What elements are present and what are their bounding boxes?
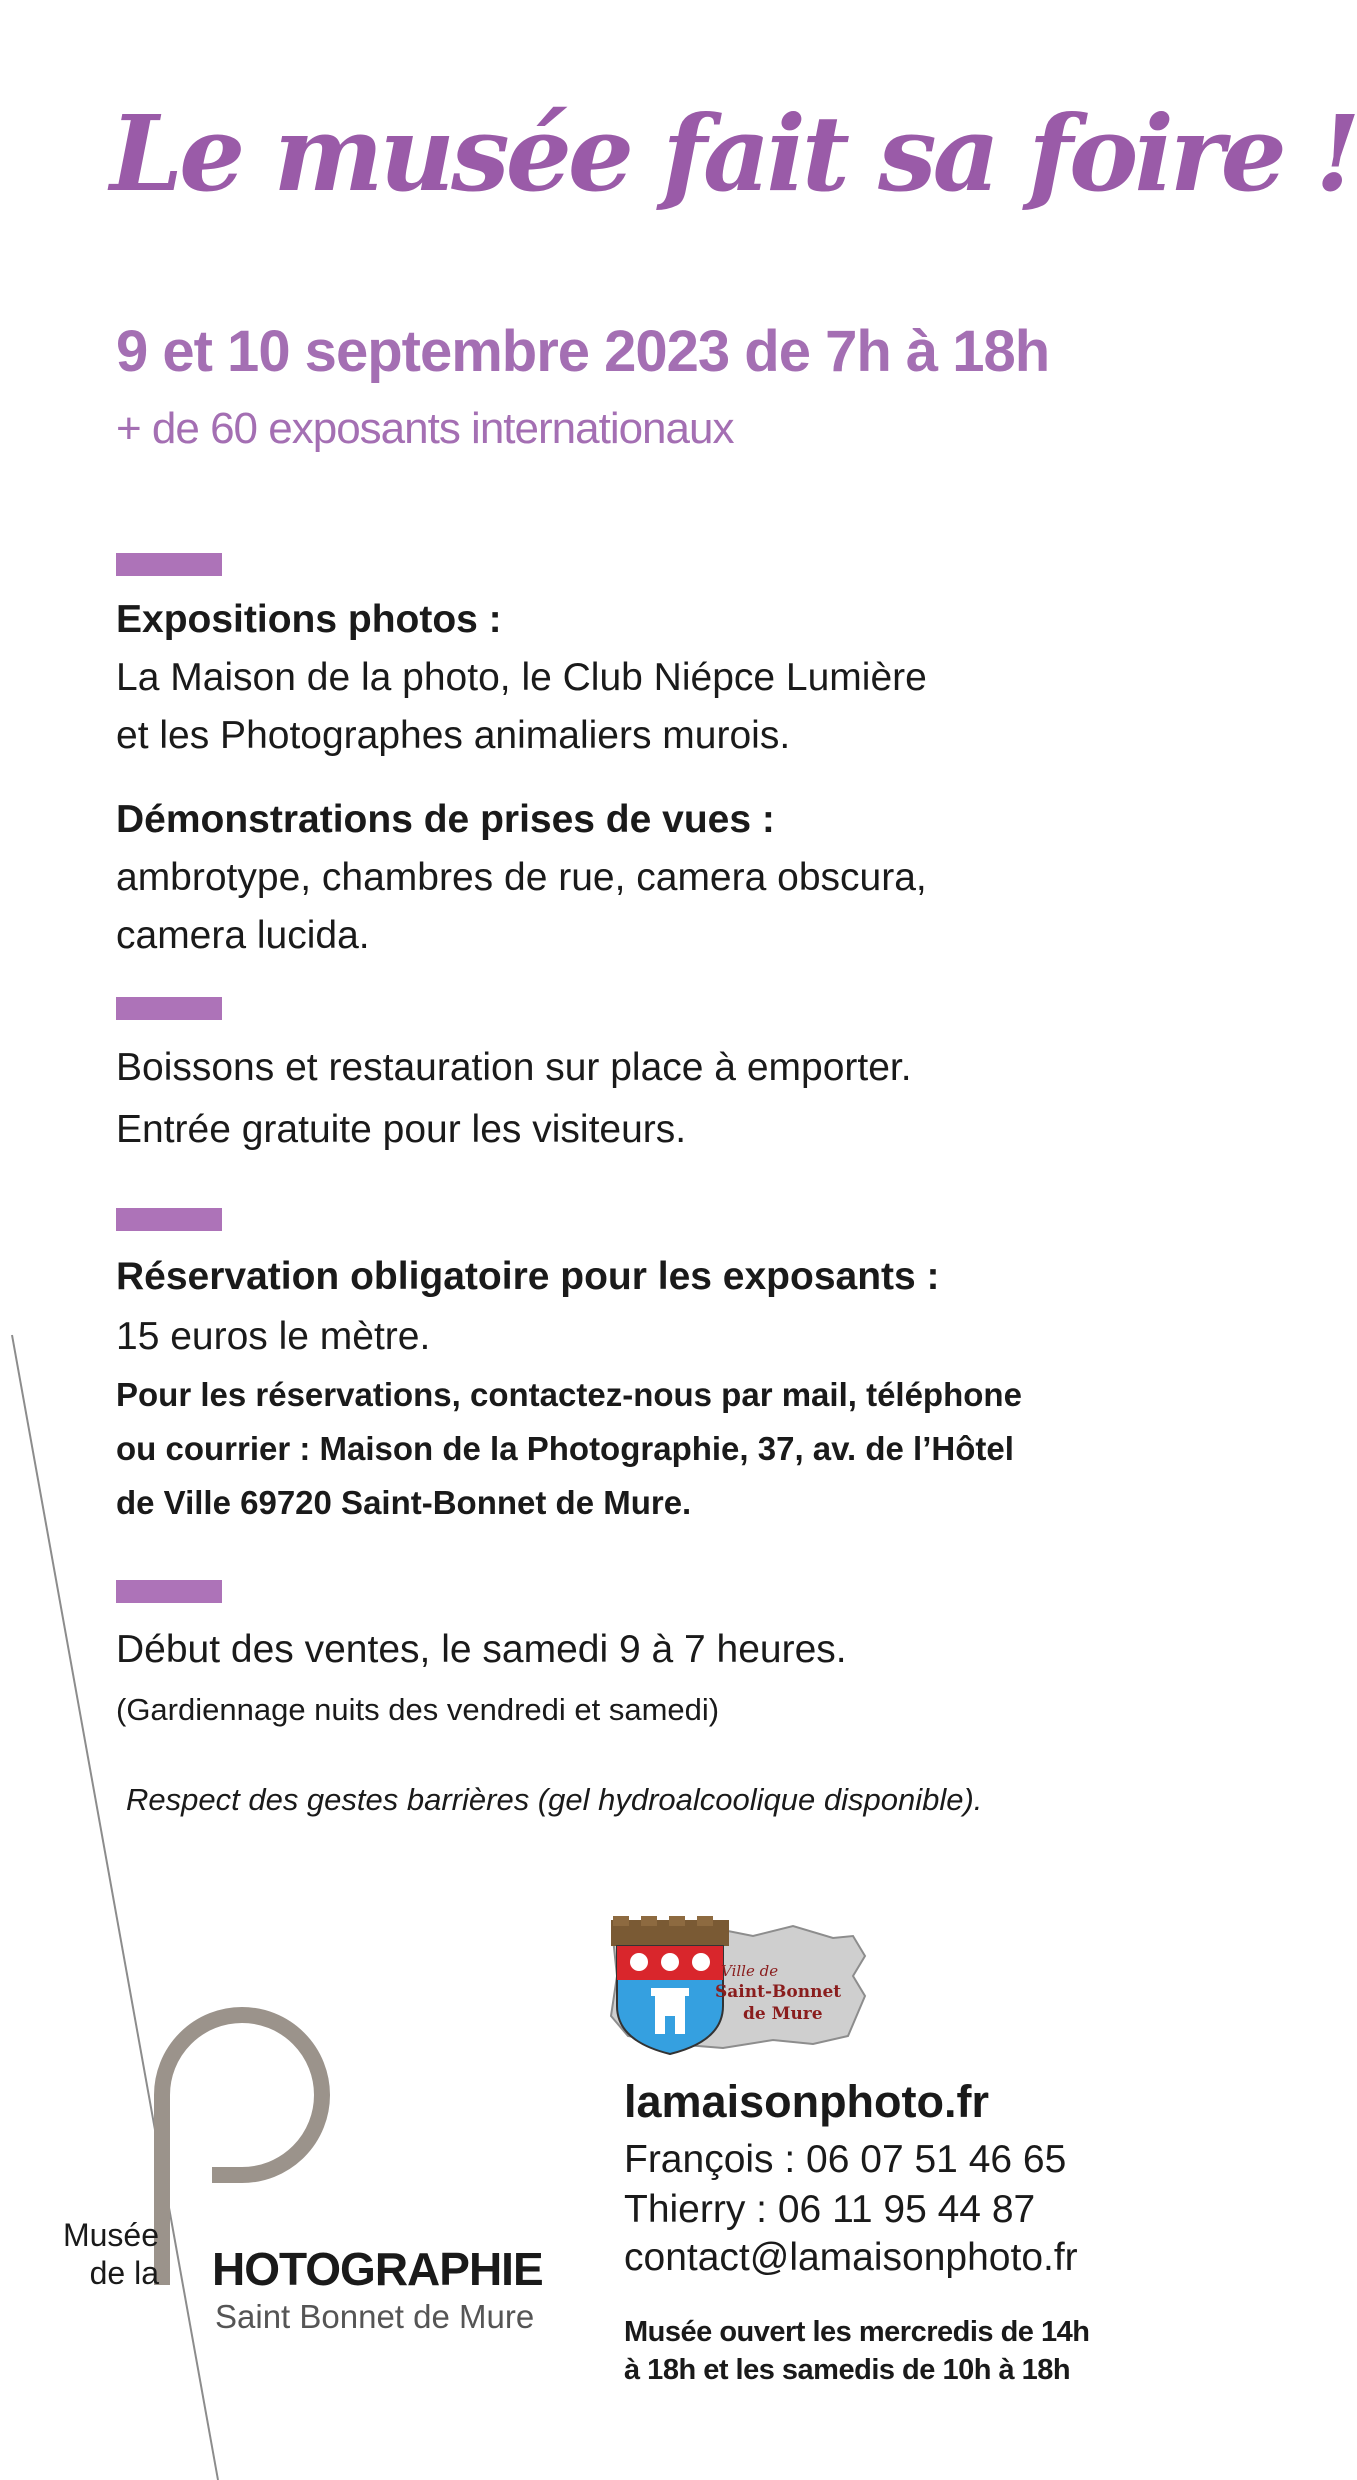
reservation-price: 15 euros le mètre. — [116, 1315, 431, 1358]
museum-logo-musee: Musée — [62, 2217, 159, 2253]
sales-start: Début des ventes, le samedi 9 à 7 heures. — [116, 1628, 847, 1671]
museum-logo-dela: de la — [89, 2255, 159, 2291]
demonstrations-line: camera lucida. — [116, 914, 370, 957]
demonstrations-line: ambrotype, chambres de rue, camera obscura, — [116, 856, 927, 899]
museum-logo-photographie: HOTOGRAPHIE — [212, 2243, 543, 2295]
reservation-line: Pour les réservations, contactez-nous par mail, téléphone — [116, 1376, 1022, 1413]
section-divider — [116, 1208, 222, 1231]
health-notice: Respect des gestes barrières (gel hydroalcoolique disponible). — [126, 1782, 983, 1817]
museum-logo-text — [44, 2216, 159, 2292]
email-link[interactable]: contact@lamaisonphoto.fr — [624, 2236, 1078, 2279]
website-link[interactable]: lamaisonphoto.fr — [624, 2076, 990, 2127]
expositions-line: La Maison de la photo, le Club Niépce Lumière — [116, 656, 927, 699]
town-logo-line: de Mure — [743, 2004, 823, 2024]
services-line: Boissons et restauration sur place à emporter. — [116, 1046, 912, 1089]
opening-hours: Musée ouvert les mercredis de 14h — [624, 2316, 1090, 2348]
opening-hours: à 18h et les samedis de 10h à 18h — [624, 2354, 1071, 2386]
demonstrations-heading: Démonstrations de prises de vues : — [116, 798, 775, 841]
section-divider — [116, 997, 222, 1020]
event-dates: 9 et 10 septembre 2023 de 7h à 18h — [116, 319, 1050, 384]
phone-francois: François : 06 07 51 46 65 — [624, 2138, 1067, 2181]
reservation-line: de Ville 69720 Saint-Bonnet de Mure. — [116, 1484, 692, 1521]
reservation-line: ou courrier : Maison de la Photographie, 37, av. de l’Hôtel — [116, 1430, 1014, 1467]
section-divider — [116, 553, 222, 576]
phone-thierry: Thierry : 06 11 95 44 87 — [624, 2188, 1036, 2231]
page-title: Le musée fait sa foire ! — [110, 92, 1357, 215]
event-subtitle: + de 60 exposants internationaux — [116, 404, 734, 453]
section-divider — [116, 1580, 222, 1603]
town-logo-line: Saint-Bonnet — [715, 1982, 842, 2002]
town-logo-line: Ville de — [721, 1962, 779, 1980]
expositions-heading: Expositions photos : — [116, 598, 502, 641]
expositions-line: et les Photographes animaliers murois. — [116, 714, 791, 757]
town-logo — [603, 1916, 868, 2056]
services-line: Entrée gratuite pour les visiteurs. — [116, 1108, 687, 1151]
museum-logo-town: Saint Bonnet de Mure — [215, 2298, 535, 2335]
sales-note: (Gardiennage nuits des vendredi et samedi) — [116, 1692, 720, 1727]
reservation-heading: Réservation obligatoire pour les exposants : — [116, 1255, 940, 1298]
